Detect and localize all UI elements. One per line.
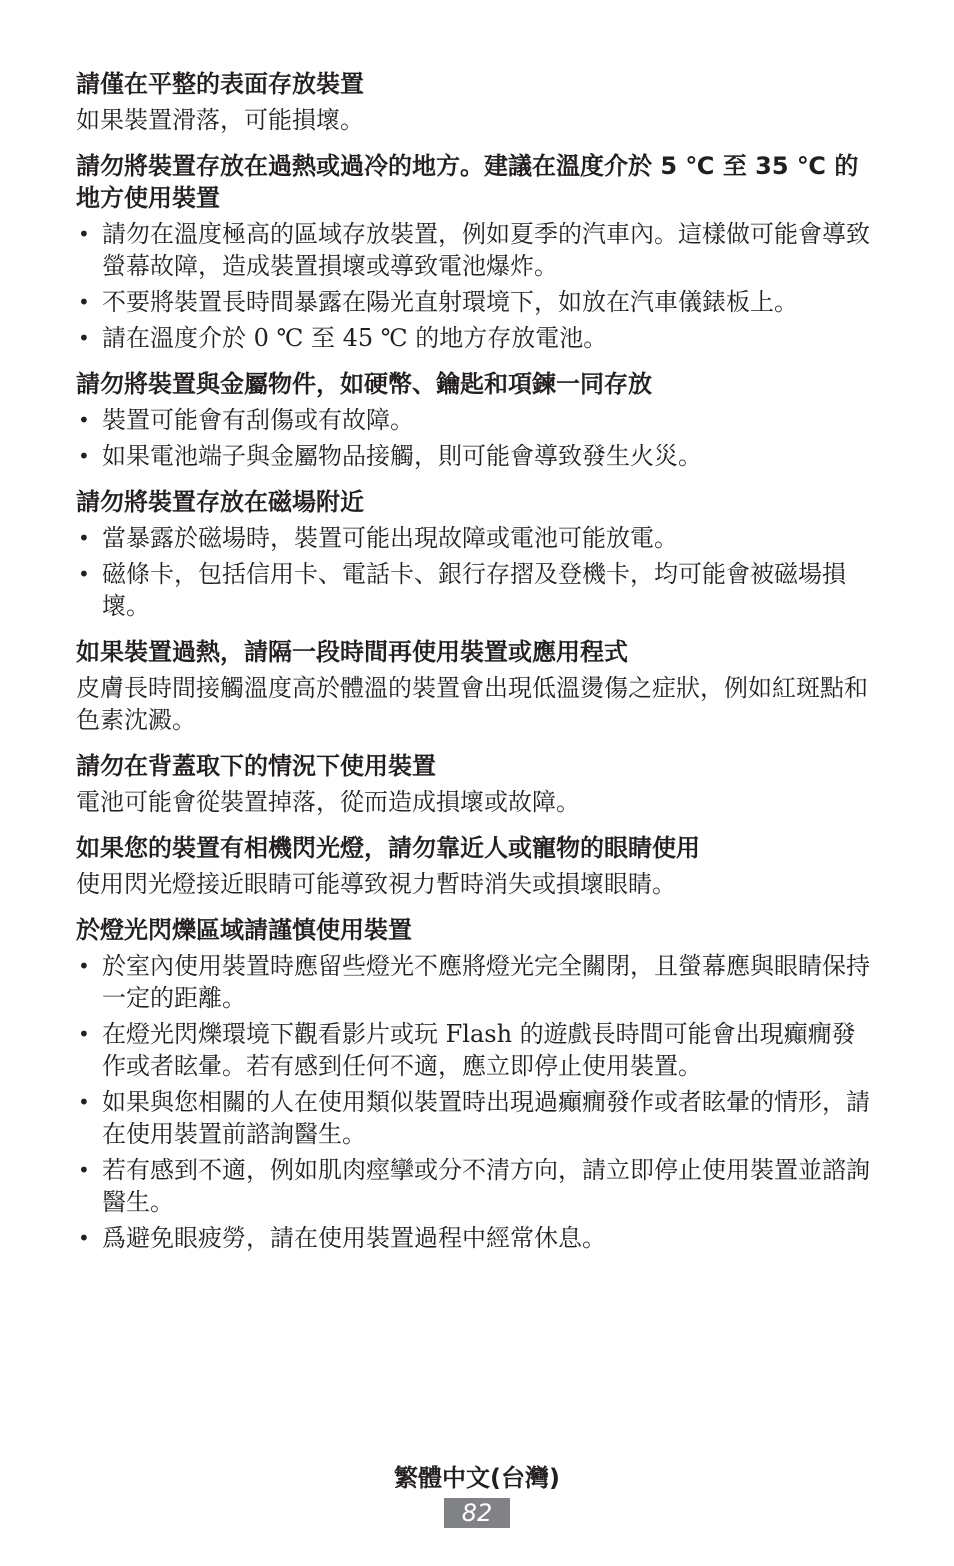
section-paragraph: 如果裝置滑落，可能損壞。: [76, 106, 364, 134]
bullet-item: • 裝置可能會有刮傷或有故障。: [78, 406, 414, 434]
section-flat-surface: [76, 68, 876, 136]
bullet-icon: •: [78, 562, 90, 586]
section-heading: 請勿將裝置存放在磁場附近: [76, 488, 364, 516]
section-heading: 請勿在背蓋取下的情況下使用裝置: [76, 752, 436, 780]
bullet-item: • 如果電池端子與金屬物品接觸，則可能會導致發生火災。: [78, 442, 702, 470]
bullet-item: • 爲避免眼疲勞，請在使用裝置過程中經常休息。: [78, 1224, 606, 1252]
section-heading: 如果裝置過熱，請隔一段時間再使用裝置或應用程式: [76, 638, 628, 666]
section-heading: 請勿將裝置與金屬物件，如硬幣、鑰匙和項鍊一同存放: [76, 370, 652, 398]
bullet-icon: •: [78, 1022, 90, 1046]
section-heading: 如果您的裝置有相機閃光燈，請勿靠近人或寵物的眼睛使用: [76, 834, 700, 862]
section-heading: 請勿將裝置存放在過熱或過冷的地方。建議在溫度介於 5 ℃ 至 35 ℃ 的地方使用裝置: [76, 152, 859, 212]
bullet-list: [76, 218, 876, 354]
section-paragraph: 電池可能會從裝置掉落，從而造成損壞或故障。: [76, 788, 580, 816]
bullet-list: [76, 950, 876, 1254]
bullet-item: • 不要將裝置長時間暴露在陽光直射環境下，如放在汽車儀錶板上。: [78, 288, 798, 316]
section-metal-objects: [76, 368, 876, 472]
section-camera-flash: [76, 832, 876, 900]
section-overheating: [76, 636, 876, 736]
bullet-icon: •: [78, 290, 90, 314]
section-heading: 請僅在平整的表面存放裝置: [76, 70, 364, 98]
bullet-item: • 磁條卡，包括信用卡、電話卡、銀行存摺及登機卡，均可能會被磁場損壞。: [78, 560, 846, 620]
bullet-item: • 當暴露於磁場時，裝置可能出現故障或電池可能放電。: [78, 524, 678, 552]
section-paragraph: 皮膚長時間接觸溫度高於體溫的裝置會出現低溫燙傷之症狀，例如紅斑點和色素沈澱。: [76, 674, 868, 734]
bullet-icon: •: [78, 1226, 90, 1250]
bullet-list: [76, 404, 876, 472]
section-temperature: [76, 150, 876, 354]
bullet-icon: •: [78, 1158, 90, 1182]
bullet-list: [76, 522, 876, 622]
section-flashing-lights: [76, 914, 876, 1254]
page-footer: [0, 1462, 954, 1528]
footer-language: 繁體中文(台灣): [394, 1464, 560, 1492]
document-body: [76, 68, 876, 1268]
section-heading: 於燈光閃爍區域請謹慎使用裝置: [76, 916, 412, 944]
bullet-icon: •: [78, 222, 90, 246]
bullet-icon: •: [78, 326, 90, 350]
bullet-icon: •: [78, 408, 90, 432]
bullet-icon: •: [78, 444, 90, 468]
bullet-item: • 於室內使用裝置時應留些燈光不應將燈光完全關閉，且螢幕應與眼睛保持一定的距離。: [78, 952, 870, 1012]
bullet-item: • 請在溫度介於 0 ℃ 至 45 ℃ 的地方存放電池。: [78, 324, 608, 352]
section-back-cover: [76, 750, 876, 818]
bullet-icon: •: [78, 526, 90, 550]
bullet-item: • 請勿在溫度極高的區域存放裝置，例如夏季的汽車內。這樣做可能會導致螢幕故障，造成裝置損壞或導致電池爆炸。: [78, 220, 870, 280]
bullet-item: • 在燈光閃爍環境下觀看影片或玩 Flash 的遊戲長時間可能會出現癲癇發作或者眩暈。若有感到任何不適，應立即停止使用裝置。: [78, 1020, 856, 1080]
section-magnetic-fields: [76, 486, 876, 622]
bullet-item: • 若有感到不適，例如肌肉痙攣或分不清方向，請立即停止使用裝置並諮詢醫生。: [78, 1156, 870, 1216]
bullet-icon: •: [78, 1090, 90, 1114]
section-paragraph: 使用閃光燈接近眼睛可能導致視力暫時消失或損壞眼睛。: [76, 870, 676, 898]
bullet-item: • 如果與您相關的人在使用類似裝置時出現過癲癇發作或者眩暈的情形，請在使用裝置前諮詢醫生。: [78, 1088, 870, 1148]
page-number: 82: [444, 1498, 510, 1528]
bullet-icon: •: [78, 954, 90, 978]
